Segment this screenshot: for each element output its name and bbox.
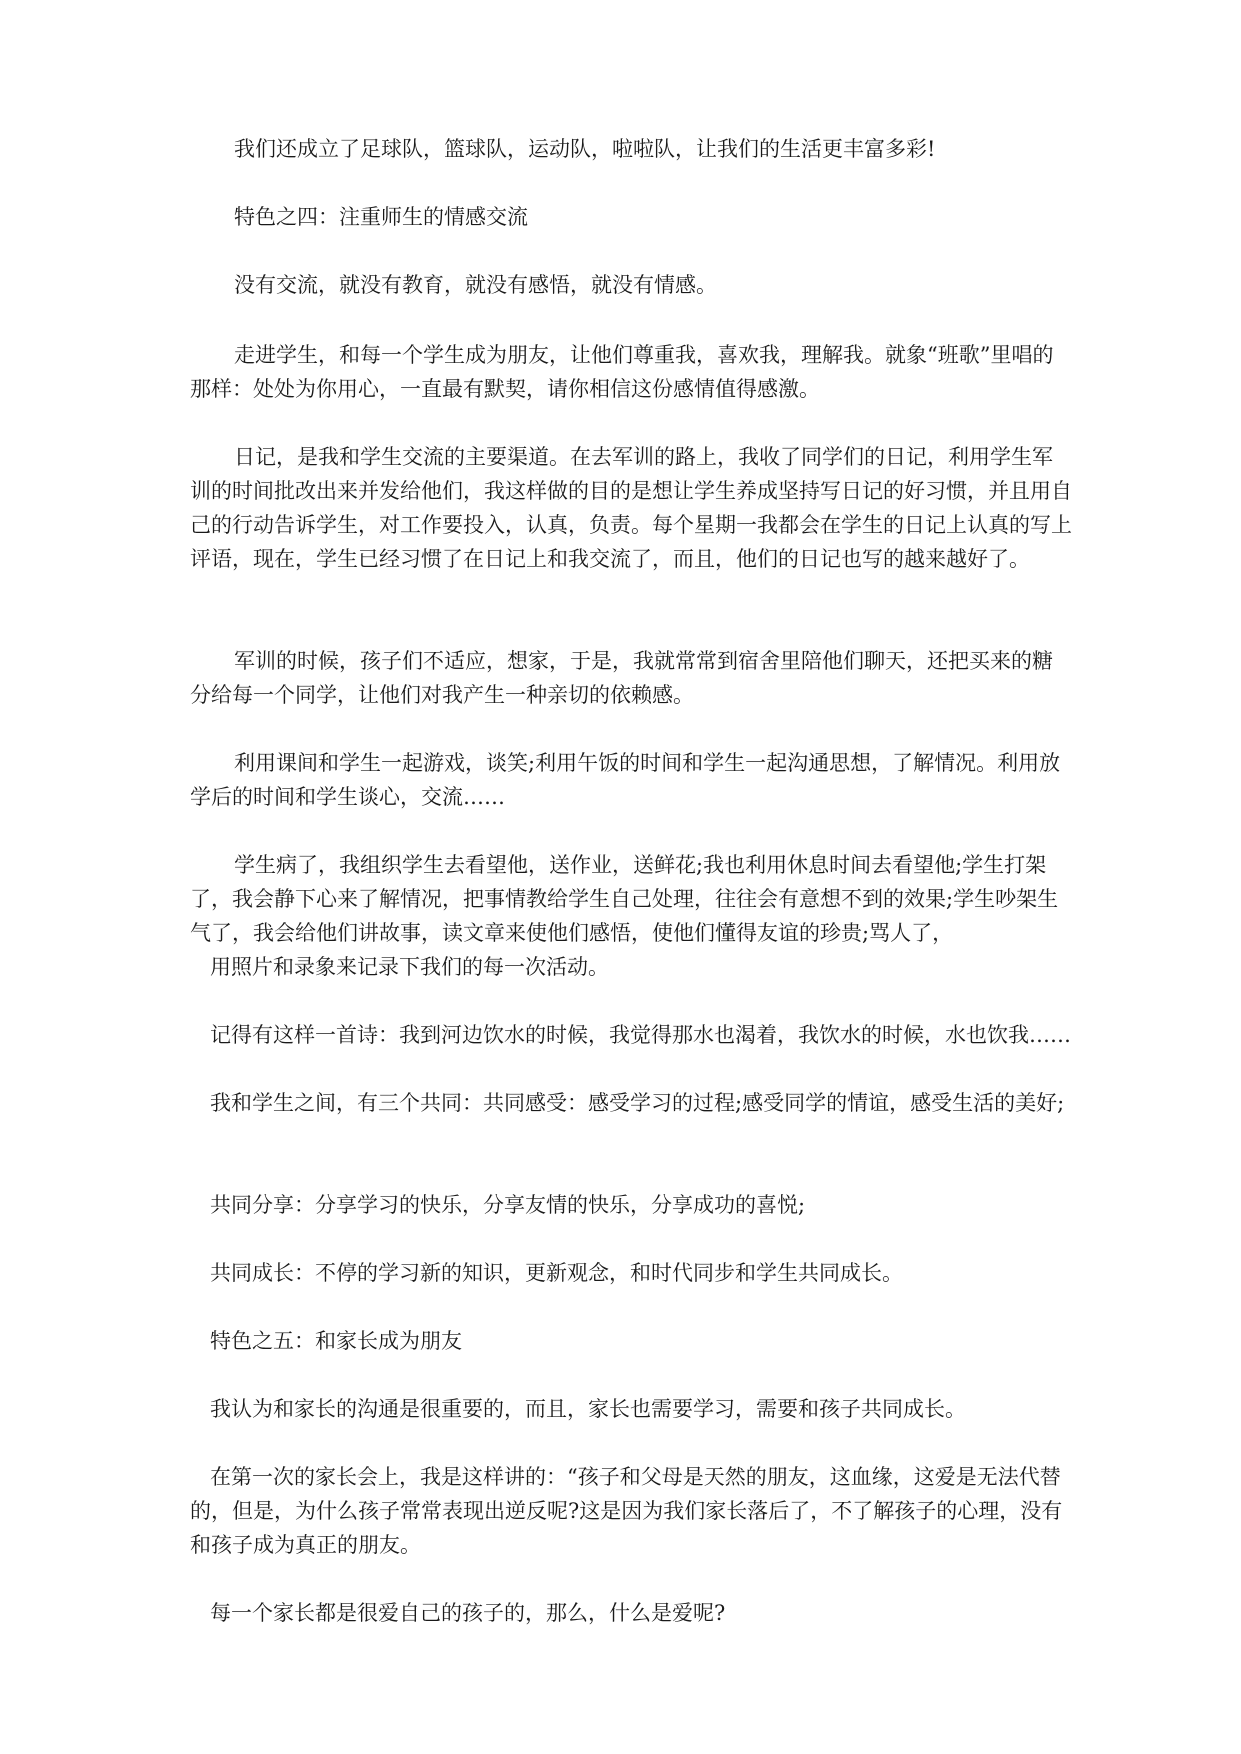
paragraph-break-time: 利用课间和学生一起游戏，谈笑;利用午饭的时间和学生一起沟通思想，了解情况。利用放学后的时间和学生谈心，交流…… bbox=[190, 751, 1061, 809]
paragraph-three-common: 我和学生之间，有三个共同：共同感受：感受学习的过程;感受同学的情谊，感受生活的美好; bbox=[210, 1091, 1065, 1115]
paragraph-diary: 日记，是我和学生交流的主要渠道。在去军训的路上，我收了同学们的日记，利用学生军训的时间批改出来并发给他们，我这样做的目的是想让学生养成坚持写日记的好习惯，并且用自己的行动告诉学生，对工作要投入，认真，负责。每个星期一我都会在学生的日记上认真的写上评语，现在，学生已经习惯了在日记上和我交流了，而且，他们的日记也写的越来越好了。 bbox=[190, 445, 1072, 571]
paragraph-common-growth: 共同成长：不停的学习新的知识，更新观念，和时代同步和学生共同成长。 bbox=[210, 1261, 903, 1285]
paragraph-parent-communication: 我认为和家长的沟通是很重要的，而且，家长也需要学习，需要和孩子共同成长。 bbox=[210, 1397, 966, 1421]
paragraph-sports-teams: 我们还成立了足球队，篮球队，运动队，啦啦队，让我们的生活更丰富多彩! bbox=[234, 137, 936, 161]
heading-feature-five: 特色之五：和家长成为朋友 bbox=[210, 1329, 462, 1353]
heading-feature-four: 特色之四：注重师生的情感交流 bbox=[234, 205, 528, 229]
paragraph-poem: 记得有这样一首诗：我到河边饮水的时候，我觉得那水也渴着，我饮水的时候，水也饮我…… bbox=[210, 1023, 1071, 1047]
paragraph-military-training: 军训的时候，孩子们不适应，想家，于是，我就常常到宿舍里陪他们聊天，还把买来的糖分给每一个同学，让他们对我产生一种亲切的依赖感。 bbox=[190, 649, 1053, 707]
paragraph-approach-students: 走进学生，和每一个学生成为朋友，让他们尊重我，喜欢我，理解我。就象“班歌”里唱的那样：处处为你用心，一直最有默契，请你相信这份感情值得感激。 bbox=[190, 343, 1054, 401]
paragraph-common-share: 共同分享：分享学习的快乐，分享友情的快乐，分享成功的喜悦; bbox=[210, 1193, 806, 1217]
paragraph-what-is-love: 每一个家长都是很爱自己的孩子的，那么，什么是爱呢? bbox=[210, 1601, 726, 1625]
paragraph-first-parent-meeting: 在第一次的家长会上，我是这样讲的：“孩子和父母是天然的朋友，这血缘，这爱是无法代替的，但是，为什么孩子常常表现出逆反呢?这是因为我们家长落后了，不了解孩子的心理，没有和孩子成为真正的朋友。 bbox=[190, 1465, 1063, 1557]
paragraph-student-sick: 学生病了，我组织学生去看望他，送作业，送鲜花;我也利用休息时间去看望他;学生打架了，我会静下心来了解情况，把事情教给学生自己处理，往往会有意想不到的效果;学生吵架生气了，我会给他们讲故事，读文章来使他们感悟，使他们懂得友谊的珍贵;骂人了， bbox=[190, 853, 1059, 945]
paragraph-no-communication: 没有交流，就没有教育，就没有感悟，就没有情感。 bbox=[234, 273, 717, 297]
paragraph-photos: 用照片和录象来记录下我们的每一次活动。 bbox=[210, 955, 609, 979]
